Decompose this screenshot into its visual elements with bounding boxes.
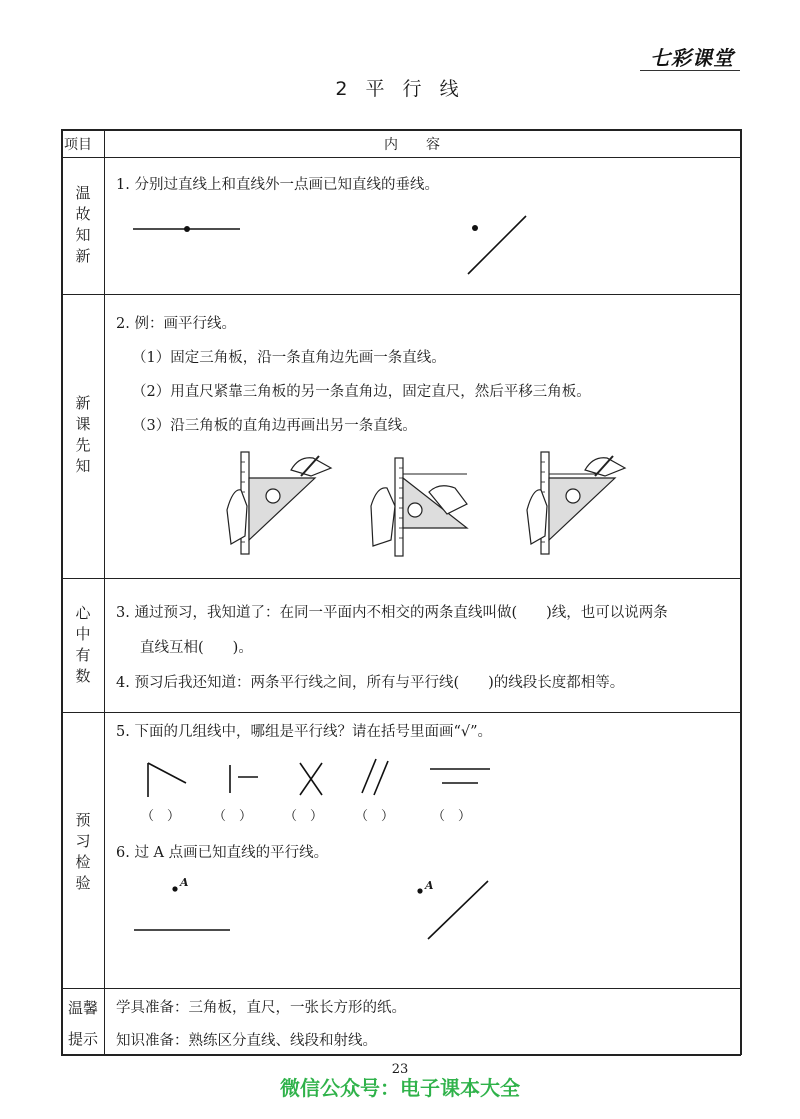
section-label-tips: 温馨 提示 xyxy=(67,999,98,1048)
q6-point-label-1: A xyxy=(180,876,189,889)
illustration-step-3 xyxy=(515,448,640,558)
question-3-line-1: 3. 通过预习，我知道了：在同一平面内不相交的两条直线叫做( )线，也可以说两条 xyxy=(116,605,668,621)
section-label-review: 温 故 知 新 xyxy=(75,184,91,265)
q6-point-label-2: A xyxy=(425,879,434,892)
column-header-item: 项目 xyxy=(64,137,92,153)
question-2-step-3: （3）沿三角板的直角边再画出另一条直线。 xyxy=(132,418,417,434)
q5-blank-4[interactable]: （ ） xyxy=(355,809,395,824)
section-label-summary: 心 中 有 数 xyxy=(75,604,91,685)
question-2-step-2: （2）用直尺紧靠三角板的另一条直角边，固定直尺，然后平移三角板。 xyxy=(132,384,591,400)
watermark: 微信公众号：电子课本大全 xyxy=(280,1076,520,1100)
q5-line-groups xyxy=(130,755,500,805)
illustration-step-2 xyxy=(357,448,482,558)
tip-tools: 学具准备：三角板，直尺，一张长方形的纸。 xyxy=(116,1000,406,1016)
column-header-content: 内 容 xyxy=(384,137,440,153)
question-2-step-1: （1）固定三角板，沿一条直角边先画一条直线。 xyxy=(132,350,446,366)
page-title: 2 平 行 线 xyxy=(335,78,465,100)
page-number: 23 xyxy=(391,1062,409,1077)
question-2-intro: 2. 例：画平行线。 xyxy=(116,316,236,332)
question-6: 6. 过 A 点画已知直线的平行线。 xyxy=(116,845,329,861)
question-4: 4. 预习后我还知道：两条平行线之间，所有与平行线( )的线段长度都相等。 xyxy=(116,675,625,691)
q5-blank-2[interactable]: （ ） xyxy=(213,809,253,824)
question-1: 1. 分别过直线上和直线外一点画已知直线的垂线。 xyxy=(116,177,439,193)
question-3-line-2: 直线互相( )。 xyxy=(140,640,253,656)
q5-blank-3[interactable]: （ ） xyxy=(284,809,324,824)
question-5: 5. 下面的几组线中，哪组是平行线？请在括号里面画“√”。 xyxy=(116,724,493,740)
q6-figure-diagonal xyxy=(410,875,500,945)
q5-blank-1[interactable]: （ ） xyxy=(141,809,181,824)
q1-figure-line-with-point xyxy=(130,220,250,240)
brand-logo: 七彩课堂 xyxy=(650,46,734,70)
section-label-preview: 新 课 先 知 xyxy=(75,394,91,475)
q1-figure-line-and-point xyxy=(460,210,540,280)
illustration-step-1 xyxy=(215,448,340,558)
logo-underline xyxy=(640,70,740,71)
section-label-check: 预 习 检 验 xyxy=(75,811,91,892)
q5-blank-5[interactable]: （ ） xyxy=(432,809,472,824)
tip-knowledge: 知识准备：熟练区分直线、线段和射线。 xyxy=(116,1033,377,1049)
